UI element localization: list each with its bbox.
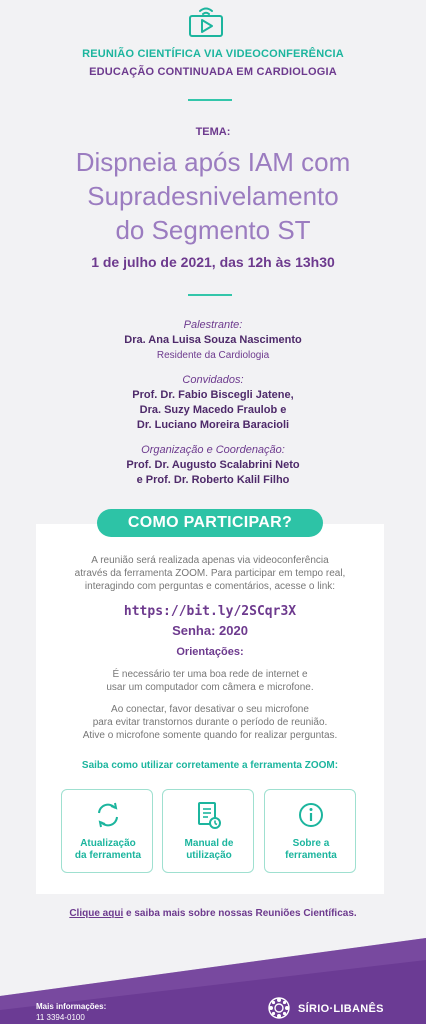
intro-text xyxy=(36,554,384,593)
guest-name: Dr. Luciano Moreira Baracioli xyxy=(136,419,290,431)
user-manual-button[interactable] xyxy=(162,789,254,873)
button-label-line: da ferramenta xyxy=(74,850,142,861)
button-label-line: Manual de xyxy=(184,838,234,849)
more-info-label: Mais informações: xyxy=(36,1002,107,1011)
update-tool-label xyxy=(62,838,154,862)
organization-role: Organização e Coordenação: xyxy=(141,444,285,456)
refresh-icon xyxy=(93,800,123,830)
speaker-subtitle: Residente da Cardiologia xyxy=(156,350,270,361)
intro-line: A reunião será realizada apenas via videoconferência xyxy=(91,555,329,566)
guest-name: Dra. Suzy Macedo Fraulob e xyxy=(139,404,287,416)
event-date: 1 de julho de 2021, das 12h às 13h30 xyxy=(91,254,335,270)
organization-section xyxy=(0,443,426,488)
guests-section xyxy=(0,373,426,433)
orientation-line: Ative o microfone somente quando for realizar perguntas. xyxy=(82,730,338,741)
orientation-1 xyxy=(36,668,384,694)
video-play-icon xyxy=(188,4,224,38)
button-label-line: Atualização xyxy=(80,838,136,849)
orientation-line: para evitar transtornos durante o período de reunião. xyxy=(92,717,328,728)
divider xyxy=(188,294,232,296)
password: Senha: 2020 xyxy=(172,623,248,638)
manual-document-icon xyxy=(194,800,224,830)
theme-title-line: do Segmento ST xyxy=(115,215,311,245)
orientations-title: Orientações: xyxy=(176,646,244,658)
header-title: REUNIÃO CIENTÍFICA VIA VIDEOCONFERÊNCIA xyxy=(82,48,344,60)
speaker-name: Dra. Ana Luisa Souza Nascimento xyxy=(124,334,302,346)
info-icon xyxy=(296,800,326,830)
orientation-line: É necessário ter uma boa rede de internet e xyxy=(112,669,308,680)
speaker-section xyxy=(0,318,426,363)
button-label-line: Sobre a xyxy=(292,838,330,849)
orientation-line: usar um computador com câmera e microfone. xyxy=(106,682,314,693)
button-label-line: utilização xyxy=(186,850,232,861)
zoom-link[interactable]: https://bit.ly/2SCqr3X xyxy=(123,604,297,619)
speaker-role: Palestrante: xyxy=(183,319,243,331)
theme-title-line: Supradesnivelamento xyxy=(87,181,339,211)
intro-line: através da ferramenta ZOOM. Para participar em tempo real, xyxy=(74,568,346,579)
header-subtitle: EDUCAÇÃO CONTINUADA EM CARDIOLOGIA xyxy=(89,66,337,78)
organizer-name: e Prof. Dr. Roberto Kalil Filho xyxy=(136,474,290,486)
hospital-logo-icon xyxy=(266,996,292,1020)
guest-name: Prof. Dr. Fabio Biscegli Jatene, xyxy=(132,389,294,401)
about-tool-label xyxy=(265,838,357,862)
update-tool-button[interactable] xyxy=(61,789,153,873)
theme-title-line: Dispneia após IAM com xyxy=(75,147,351,177)
organizer-name: Prof. Dr. Augusto Scalabrini Neto xyxy=(126,459,300,471)
theme-title xyxy=(0,145,426,247)
how-to-participate-badge: COMO PARTICIPAR? xyxy=(97,509,323,537)
theme-label: TEMA: xyxy=(195,126,231,138)
divider xyxy=(188,99,232,101)
intro-line: interagindo com perguntas e comentários, acesse o link: xyxy=(84,581,336,592)
brand-name: SÍRIO·LIBANÊS xyxy=(298,1003,384,1015)
button-label-line: ferramenta xyxy=(285,850,337,861)
about-tool-button[interactable] xyxy=(264,789,356,873)
more-meetings-text xyxy=(0,908,426,919)
user-manual-label xyxy=(163,838,255,862)
zoom-help-title: Saiba como utilizar corretamente a ferramenta ZOOM: xyxy=(81,760,339,771)
orientation-2 xyxy=(36,703,384,742)
phone-number: 11 3394-0100 xyxy=(36,1013,85,1022)
more-meetings-rest: e saiba mais sobre nossas Reuniões Científicas. xyxy=(123,908,357,919)
orientation-line: Ao conectar, favor desativar o seu microfone xyxy=(111,704,309,715)
guests-role: Convidados: xyxy=(182,374,244,386)
click-here-link[interactable]: Clique aqui xyxy=(69,908,124,919)
